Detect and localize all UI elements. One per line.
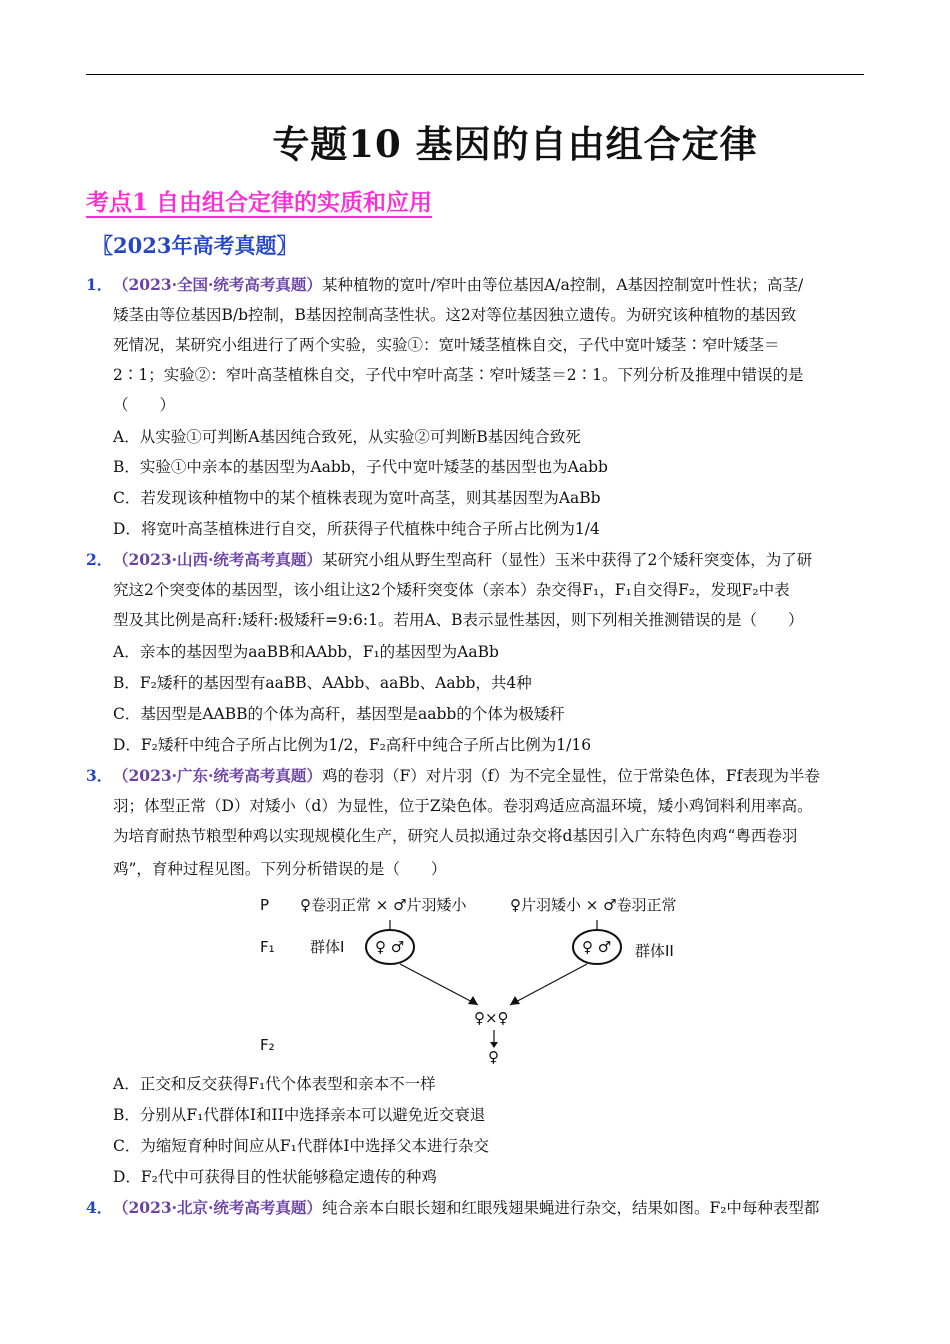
question-number: 1． [86, 275, 113, 294]
question-text: 矮茎由等位基因B/b控制，B基因控制高茎性状。这2对等位基因独立遗传。为研究该种植物的基因致 [113, 306, 797, 324]
question-text: 2∶1；实验②：窄叶高茎植株自交，子代中窄叶高茎∶窄叶矮茎＝2∶1。下列分析及推理中错误的是 [113, 366, 804, 384]
question-text: 型及其比例是高秆:矮秆:极矮秆=9:6:1。若用A、B表示显性基因，则下列相关推测错误的是（ ） [113, 611, 804, 629]
question-text: 死情况，某研究小组进行了两个实验，实验①：宽叶矮茎植株自交，子代中宽叶矮茎∶窄叶矮茎＝ [113, 336, 780, 354]
question-text: 鸡的卷羽（F）对片羽（f）为不完全显性，位于常染色体，Ff表现为半卷 [321, 767, 820, 785]
option-b: B．实验①中亲本的基因型为Aabb，子代中宽叶矮茎的基因型也为Aabb [113, 458, 608, 476]
year-header: 〖2023年高考真题〗 [92, 233, 298, 258]
option-c: C．基因型是AABB的个体为高秆，基因型是aabb的个体为极矮秆 [113, 705, 565, 723]
question-number: 2． [86, 550, 113, 569]
question-1-first-line [86, 275, 803, 295]
row-label-f1: F₁ [260, 938, 275, 956]
question-text: 纯合亲本白眼长翅和红眼残翅果蝇进行杂交，结果如图。F₂中每种表型都 [321, 1199, 820, 1217]
option-d: D．F₂矮秆中纯合子所占比例为1/2，F₂高秆中纯合子所占比例为1/16 [113, 736, 592, 754]
f2-result: ♀ [488, 1048, 499, 1065]
f2-cross: ♀×♀ [474, 1009, 509, 1027]
question-number: 4． [86, 1198, 113, 1217]
option-c: C．若发现该种植物中的某个植株表现为宽叶高茎，则其基因型为AaBb [113, 489, 601, 507]
header-rule [86, 74, 864, 75]
answer-blank: （ ） [113, 396, 176, 414]
question-source: （2023·北京·统考高考真题） [113, 1198, 322, 1217]
group-left-members: ♀ ♂ [375, 938, 405, 956]
option-b: B．分别从F₁代群体I和II中选择亲本可以避免近交衰退 [113, 1106, 486, 1124]
option-b: B．F₂矮秆的基因型有aaBB、AAbb、aaBb、Aabb，共4种 [113, 674, 532, 692]
question-3-first-line [86, 766, 820, 786]
option-d: D．将宽叶高茎植株进行自交，所获得子代植株中纯合子所占比例为1/4 [113, 520, 600, 538]
arrow-line [510, 964, 587, 1005]
cross-right: ♀片羽矮小 × ♂卷羽正常 [510, 896, 677, 914]
question-source: （2023·全国·统考高考真题） [113, 275, 322, 294]
option-a: A．正交和反交获得F₁代个体表型和亲本不一样 [113, 1075, 436, 1093]
group-right-members: ♀ ♂ [582, 938, 612, 956]
option-a: A．从实验①可判断A基因纯合致死，从实验②可判断B基因纯合致死 [113, 428, 581, 446]
question-text: 究这2个突变体的基因型，该小组让这2个矮秆突变体（亲本）杂交得F₁，F₁自交得F₂，发现F₂中表 [113, 581, 790, 599]
question-source: （2023·山西·统考高考真题） [113, 550, 322, 569]
question-number: 3． [86, 766, 113, 785]
question-text: 某种植物的宽叶/窄叶由等位基因A/a控制，A基因控制宽叶性状；高茎/ [321, 276, 804, 294]
arrow-line [400, 964, 478, 1005]
row-label-f2: F₂ [260, 1036, 275, 1054]
question-text: 某研究小组从野生型高秆（显性）玉米中获得了2个矮秆突变体，为了研 [321, 551, 813, 569]
cross-left: ♀卷羽正常 × ♂片羽矮小 [300, 896, 467, 914]
option-c: C．为缩短育种时间应从F₁代群体I中选择父本进行杂交 [113, 1137, 489, 1155]
question-source: （2023·广东·统考高考真题） [113, 766, 322, 785]
question-text: 为培育耐热节粮型种鸡以实现规模化生产，研究人员拟通过杂交将d基因引入广东特色肉鸡“粤西卷羽 [113, 827, 798, 845]
option-a: A．亲本的基因型为aaBB和AAbb，F₁的基因型为AaBb [113, 643, 499, 661]
document-title: 专题10 基因的自由组合定律 [272, 122, 758, 166]
question-4-first-line [86, 1198, 819, 1218]
section-title: 考点1 自由组合定律的实质和应用 [86, 189, 433, 216]
question-text: 鸡”，育种过程见图。下列分析错误的是（ ） [113, 860, 447, 878]
option-d: D．F₂代中可获得目的性状能够稳定遗传的种鸡 [113, 1168, 437, 1186]
row-label-p: P [260, 896, 270, 914]
question-2-first-line [86, 550, 812, 570]
group-right-label: 群体II [635, 942, 674, 960]
breeding-diagram [240, 890, 740, 1065]
group-left-label: 群体I [310, 938, 345, 956]
question-text: 羽；体型正常（D）对矮小（d）为显性，位于Z染色体。卷羽鸡适应高温环境，矮小鸡饲料利用率高。 [113, 797, 813, 815]
